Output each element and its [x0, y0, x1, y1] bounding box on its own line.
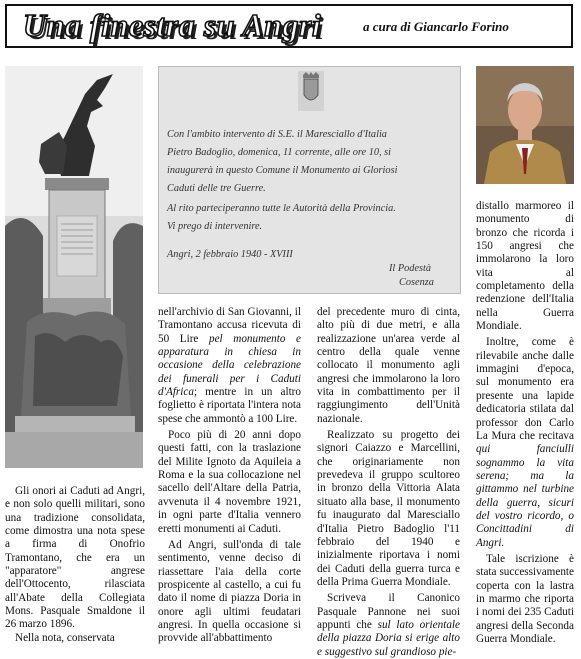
document-line: Cosenza [399, 277, 434, 288]
text-span: nell'archivio di San Giovanni, il Tramontano accusa ricevuta di 50 Lire [158, 306, 301, 345]
header-title: Una finestra su Angri [23, 7, 322, 43]
author-illustration [476, 66, 574, 184]
header-byline: a cura di Giancarlo Forino [363, 19, 509, 34]
document-line: Con l'ambito intervento di S.E. il Maresciallo d'Italia [167, 129, 387, 140]
article-column-4 [476, 200, 574, 646]
author-portrait [476, 66, 574, 184]
invitation-document-photo [158, 66, 461, 294]
page-header [5, 4, 573, 48]
text-span: Scriveva il Canonico Pasquale Pannone nei suoi appunti che [317, 592, 460, 631]
text-span: Inoltre, come è rilevabile anche dalle immagini d'epoca, sul monumento era presente una lapide dedicatoria stilata dal professor don Carlo La Mura che recitava [476, 336, 574, 442]
document-line: Al rito parteciperanno tutte le Autorità della Provincia. [167, 203, 396, 214]
coat-of-arms-icon [298, 71, 324, 111]
italic-quote: pel monumento e apparatura in chiesa in occasione della celebrazione dei funerali per i Caduti d'Africa [158, 332, 301, 399]
italic-quote: qui fanciulli sognammo la vita serena; ma la gittammo nel turbine della guerra, sicuri del vostro ricordo, o Concittadini di Angri. [476, 443, 574, 549]
article-paragraph: distallo marmoreo il monumento di bronzo che ricorda i 150 angresi che immolarono la loro vita al completamento della redenzione dell'Italia nella Guerra Mondiale. [476, 200, 574, 333]
article-column-2 [158, 306, 301, 646]
document-line: Il Podestà [389, 263, 432, 274]
article-paragraph: Realizzato su progetto dei signori Caiazzo e Marcellini, che originariamente non prevedeva il gruppo scultoreo in bronzo della Vittoria Alata situato alla base, il monumento fu inaugurato dal Maresciallo d'Italia Pietro Badoglio l'11 febbraio del 1940 e inizialmente riportava i nomi dei Caduti della guerra turca e della Prima Guerra Mondiale. [317, 429, 460, 588]
article-paragraph: Ad Angri, sull'onda di tale sentimento, venne deciso di riassettare l'aia della corte prospicente al castello, a cui fu dato il nome di piazza Doria in onore agli ultimi feudatari angresi. In quella occasione si provvide all'abbattimento [158, 538, 301, 645]
article-paragraph: del precedente muro di cinta, alto più di due metri, e alla realizzazione un'area verde al centro della quale venne collocato il monumento agli angresi che immolarono la loro vita in combattimento per il raggiungimento dell'Unità nazionale. [317, 306, 460, 425]
document-line: Vi prego di intervenire. [167, 221, 263, 232]
article-paragraph: Nella nota, conservata [15, 631, 115, 644]
article-paragraph [317, 592, 460, 659]
article-paragraph: Poco più di 20 anni dopo questi fatti, con la traslazione del Milite Ignoto da Aquileia a Roma e la sua collocazione nel sacello dell'Altare della Patria, avvenuta il 4 novembre 1921, in ogni parte d'Italia vennero eretti monumenti ai Caduti. [158, 429, 301, 535]
italic-quote: sul lato orientale della piazza Doria si erige alto e suggestivo sul grandioso pie- [317, 618, 460, 658]
text-span: ; mentre in un altro foglietto è riportata l'intera nota spese che ammontò a 100 Lire. [158, 386, 301, 425]
article-paragraph: Gli onori ai Caduti ad Angri, e non solo quelli militari, sono una tradizione consolidata, come dimostra una nota spese a firma di Onofrio Tramontano, che era un "apparatore" angrese dell'Ottocento, rilasciata all'Abate della Collegiata Mons. Pasquale Smaldone il 26 marzo 1896. [5, 485, 145, 631]
article-paragraph [476, 336, 574, 550]
document-line: Pietro Badoglio, domenica, 11 corrente, alle ore 10, si [167, 147, 392, 158]
document-line: inaugurerà in questo Comune il Monumento ai Gloriosi [167, 165, 398, 176]
monument-photo [5, 66, 143, 468]
article-paragraph: Tale iscrizione è stata successivamente coperta con la lastra in marmo che riporta i nomi dei 235 Caduti angresi della Seconda Guerra Mondiale. [476, 552, 574, 645]
monument-illustration [5, 66, 143, 468]
article-column-1 [5, 485, 145, 645]
document-line: Caduti delle tre Guerre. [167, 183, 266, 194]
article-column-3 [317, 306, 460, 659]
document-line: Angri, 2 febbraio 1940 - XVIII [167, 249, 293, 260]
article-paragraph [158, 306, 301, 426]
